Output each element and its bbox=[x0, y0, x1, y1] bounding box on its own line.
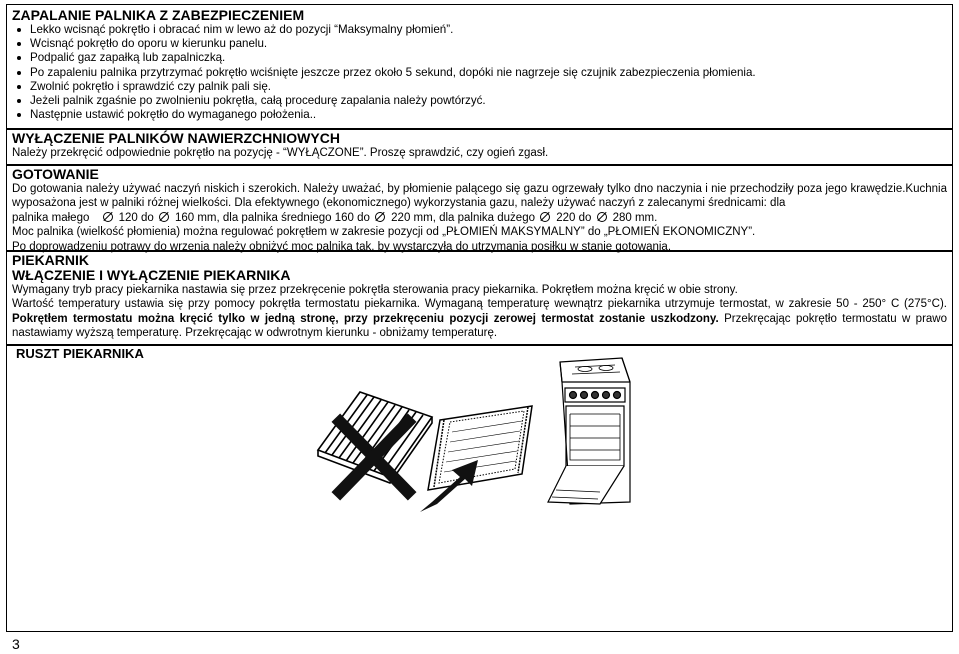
diameter-icon bbox=[103, 212, 113, 222]
oven-paragraph-2 bbox=[12, 297, 947, 340]
diameter-icon bbox=[540, 212, 550, 222]
section-cooking bbox=[6, 164, 953, 252]
diameter-icon bbox=[159, 212, 169, 222]
cross-icon bbox=[340, 422, 408, 492]
section-oven-title: PIEKARNIK bbox=[12, 252, 90, 268]
turn-off-text: Należy przekręcić odpowiednie pokrętło na pozycję - “WYŁĄCZONE”. Proszę sprawdzić, czy ogień zgasł. bbox=[12, 147, 549, 159]
ignition-steps-list bbox=[7, 23, 952, 122]
section-cooking-title: GOTOWANIE bbox=[12, 166, 99, 182]
oven-paragraph-1: Wymagany tryb pracy piekarnika nastawia się przez przekręcenie pokrętła sterowania pracy piekarnika. Pokrętłem można kręcić w obie strony. bbox=[12, 284, 738, 296]
cooking-paragraph-3: Moc palnika (wielkość płomienia) można regulować pokrętłem w zakresie pozycji od „PŁOMIEŃ MAKSYMALNY” do „PŁOMIEŃ EKONOMICZNY”. bbox=[12, 226, 756, 239]
section-turn-off bbox=[6, 128, 953, 166]
oven-thermostat-text: Wartość temperatury ustawia się przy pomocy pokrętła termostatu piekarnika. Wymaganą temperaturę wewnątrz piekarnika utrzymuje termostat, w zakresie 50 - 250° C (275°C). bbox=[12, 298, 947, 311]
section-ignition bbox=[6, 4, 953, 130]
oven-warning-text: Pokrętłem termostatu można kręcić tylko w jedną stronę, przy przekręceniu pozycji zerowej termostat zostanie uszkodzony. bbox=[12, 312, 719, 325]
cooking-diameters bbox=[12, 211, 947, 225]
diameters-text-2: 120 do bbox=[118, 211, 154, 224]
diameters-text-4: 220 mm, dla palnika dużego bbox=[391, 211, 535, 224]
section-oven-subtitle: WŁĄCZENIE I WYŁĄCZENIE PIEKARNIKA bbox=[12, 267, 291, 283]
cooking-paragraph-1: Do gotowania należy używać naczyń niskich i szerokich. Należy uważać, by płomienie palącego się gazu ogrzewały tylko dno naczynia i nie przechodziły poza jego krawędzie.Kuchnia wyposażona jest w palniki różnej wielkości. Dla efektywnego (ekonomicznego) wykorzystania gazu, należy używać naczyń z zalecanymi średnicami: dla bbox=[12, 183, 947, 210]
section-oven-rack-title: RUSZT PIEKARNIKA bbox=[16, 346, 144, 361]
diameters-text-5: 220 do bbox=[556, 211, 592, 224]
diameters-text-6: 280 mm. bbox=[612, 211, 658, 224]
section-ignition-title: ZAPALANIE PALNIKA Z ZABEZPIECZENIEM bbox=[12, 7, 305, 23]
oven-direction-text: Przekręcając pokrętło termostatu w prawo nastawiamy wyższą temperaturę. Przekręcając w odwrotnym kierunku - obniżamy temperaturę. bbox=[12, 312, 947, 340]
rack-grid-wrong bbox=[318, 392, 432, 483]
page-number: 3 bbox=[12, 636, 20, 652]
diameter-icon bbox=[597, 212, 607, 222]
section-oven bbox=[6, 250, 953, 346]
list-item: Zwolnić pokrętło i sprawdzić czy palnik pali się. bbox=[13, 80, 952, 94]
list-item: Lekko wcisnąć pokrętło i obracać nim w lewo aż do pozycji “Maksymalny płomień”. bbox=[13, 23, 952, 37]
rack-tray-correct bbox=[428, 406, 532, 490]
list-item: Następnie ustawić pokrętło do wymaganego położenia.. bbox=[13, 108, 952, 122]
cooker-drawing bbox=[548, 358, 630, 504]
cooking-paragraph-4: Po doprowadzeniu potrawy do wrzenia należy obniżyć moc palnika tak, by wystarczyła do utrzymania posiłku w stanie gotowania. bbox=[12, 240, 672, 253]
list-item: Wcisnąć pokrętło do oporu w kierunku panelu. bbox=[13, 37, 952, 51]
diameters-text-1: palnika małego bbox=[12, 211, 90, 224]
oven-rack-illustration bbox=[300, 352, 650, 512]
list-item: Jeżeli palnik zgaśnie po zwolnieniu pokrętła, całą procedurę zapalania należy powtórzyć. bbox=[13, 94, 952, 108]
list-item: Po zapaleniu palnika przytrzymać pokrętło wciśnięte jeszcze przez około 5 sekund, dopóki nie nagrzeje się czujnik zabezpieczenia płomienia. bbox=[13, 66, 952, 80]
list-item: Podpalić gaz zapałką lub zapalniczką. bbox=[13, 51, 952, 65]
diameter-icon bbox=[375, 212, 385, 222]
section-turn-off-title: WYŁĄCZENIE PALNIKÓW NAWIERZCHNIOWYCH bbox=[12, 130, 340, 146]
diameters-text-3: 160 mm, dla palnika średniego 160 do bbox=[174, 211, 370, 224]
